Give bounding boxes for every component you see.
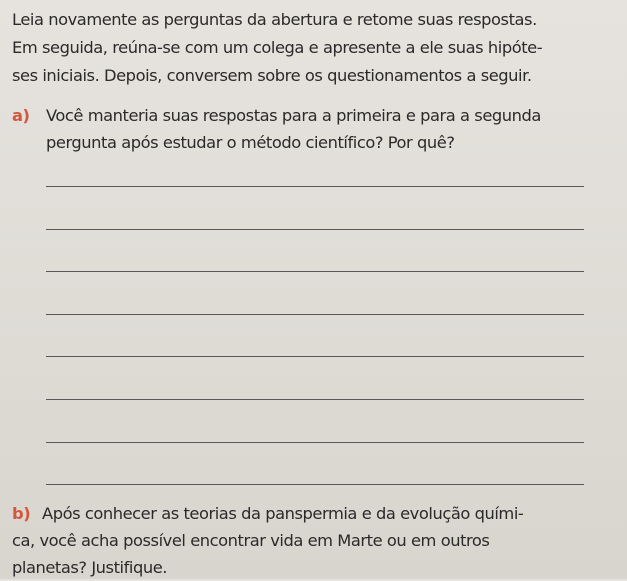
intro-line: Em seguida, reúna-se com um colega e apresente a ele suas hipóte- <box>12 38 543 57</box>
question-a <box>12 102 622 156</box>
question-a-marker: a) <box>12 106 30 125</box>
answer-line[interactable] <box>46 356 584 357</box>
question-b <box>12 500 622 581</box>
question-b-line: Após conhecer as teorias da panspermia e da evolução quími- <box>42 504 524 523</box>
question-b-marker: b) <box>12 504 31 523</box>
answer-line[interactable] <box>46 442 584 443</box>
question-b-line: planetas? Justifique. <box>12 558 167 577</box>
answer-lines <box>46 186 584 527</box>
intro-paragraph <box>12 6 617 90</box>
question-a-text <box>46 102 622 156</box>
answer-line[interactable] <box>46 484 584 485</box>
question-b-text <box>12 500 622 581</box>
intro-line: ses iniciais. Depois, conversem sobre os questionamentos a seguir. <box>12 66 532 85</box>
question-b-line: ca, você acha possível encontrar vida em Marte ou em outros <box>12 531 490 550</box>
answer-line[interactable] <box>46 399 584 400</box>
intro-line: Leia novamente as perguntas da abertura e retome suas respostas. <box>12 10 537 29</box>
answer-line[interactable] <box>46 271 584 272</box>
answer-line[interactable] <box>46 314 584 315</box>
answer-line[interactable] <box>46 186 584 187</box>
question-a-line: Você manteria suas respostas para a primeira e para a segunda <box>46 106 541 125</box>
question-a-line: pergunta após estudar o método científico? Por quê? <box>46 133 455 152</box>
answer-line[interactable] <box>46 229 584 230</box>
